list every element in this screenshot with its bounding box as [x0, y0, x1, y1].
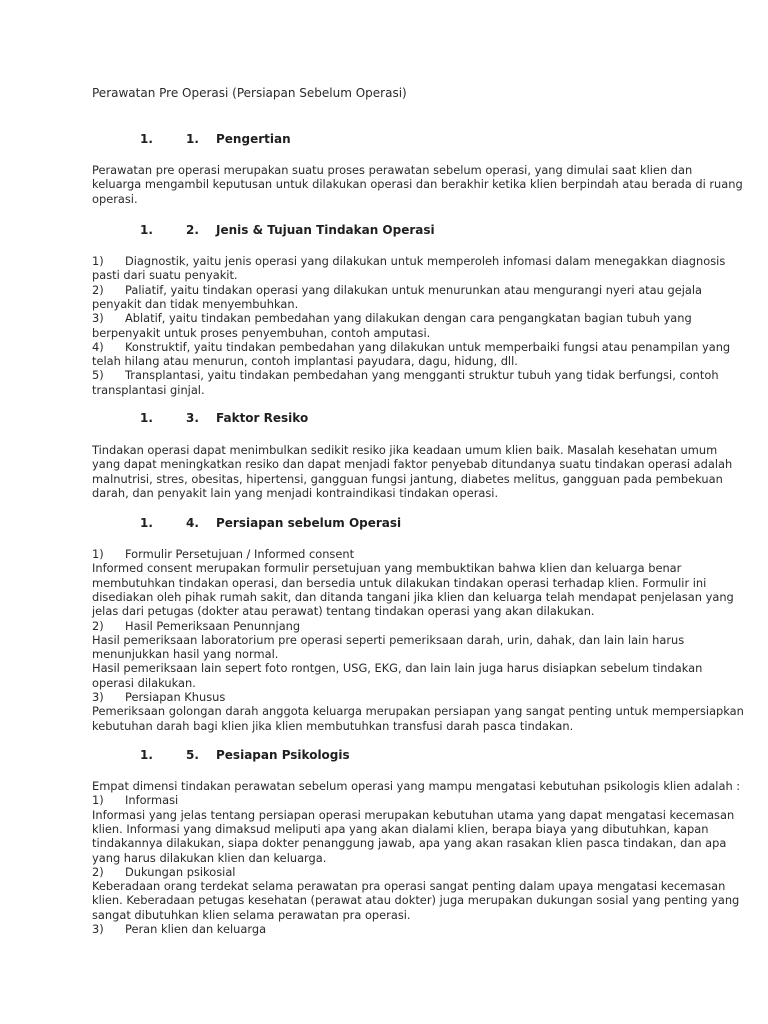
list-number: 4) [92, 339, 104, 354]
line-text: berpenyakit untuk proses penyembuhan, contoh amputasi. [92, 325, 431, 340]
line-text: Hasil Pemeriksaan Penunnjang [125, 618, 301, 633]
line-text: disediakan oleh pihak rumah sakit, dan ditanda tangani jika klien dan keluarga telah mendapat penjelasan yang [92, 589, 734, 604]
paragraph-line [92, 561, 681, 575]
heading-text: Jenis & Tujuan Tindakan Operasi [216, 223, 435, 237]
line-text: Empat dimensi tindakan perawatan sebelum operasi yang mampu mengatasi kebutuhan psikologis klien adalah : [92, 779, 741, 793]
paragraph-line [92, 368, 719, 382]
line-text: operasi. [92, 191, 138, 206]
line-text: darah, dan penyakit lain yang menjadi kontraindikasi tindakan operasi. [92, 485, 499, 500]
line-text: Persiapan Khusus [125, 690, 226, 704]
paragraph-line [92, 472, 723, 486]
paragraph-line [92, 354, 518, 368]
line-text: yang dapat meningkatkan resiko dan dapat menjadi faktor penyebab ditundanya suatu tindakan operasi adalah [92, 457, 733, 472]
line-text: yang harus dilakukan klien dan keluarga. [92, 850, 327, 865]
paragraph-line [92, 779, 740, 793]
paragraph-line [92, 851, 326, 865]
paragraph-line [92, 311, 692, 325]
section-heading [0, 131, 768, 147]
list-number: 5) [92, 368, 104, 383]
paragraph-line [92, 297, 298, 311]
heading-number-level1: 1. [140, 132, 153, 146]
paragraph-line [92, 893, 739, 907]
line-text: transplantasi ginjal. [92, 382, 205, 397]
line-text: klien. Keberadaan petugas kesehatan (perawat atau dokter) juga merupakan dukungan sosial yang penting yang [92, 893, 740, 908]
paragraph-line [92, 822, 708, 836]
line-text: Pemeriksaan golongan darah anggota keluarga merupakan persiapan yang sangat penting untuk mempersiapkan [92, 704, 744, 719]
line-text: menunjukkan hasil yang normal. [92, 647, 279, 662]
line-text: Perawatan pre operasi merupakan suatu proses perawatan sebelum operasi, yang dimulai saat klien dan [92, 163, 693, 177]
heading-number-level2: 4. [186, 516, 199, 530]
line-text: Peran klien dan keluarga [125, 922, 267, 936]
heading-number-level1: 1. [140, 411, 153, 425]
section-heading [0, 747, 768, 763]
line-text: Konstruktif, yaitu tindakan pembedahan yang dilakukan untuk memperbaiki fungsi atau penampilan yang [125, 339, 731, 354]
heading-number-level2: 2. [186, 223, 199, 237]
line-text: membutuhkan tindakan operasi, dan bersedia untuk dilakukan tindakan operasi terhadap klien. Formulir ini [92, 575, 707, 590]
line-text: operasi dilakukan. [92, 675, 196, 690]
heading-number-level1: 1. [140, 516, 153, 530]
paragraph-line [92, 922, 266, 936]
line-text: Dukungan psikosial [125, 864, 236, 879]
line-text: tindakannya dilakukan, siapa dokter penanggung jawab, apa yang akan rasakan klien pasca tindakan, dan apa [92, 836, 727, 851]
list-number: 2) [92, 864, 104, 879]
list-number: 3) [92, 922, 104, 936]
list-number: 2) [92, 282, 104, 297]
paragraph-line [92, 383, 205, 397]
line-text: malnutrisi, stres, obesitas, hipertensi, gangguan fungsi jantung, diabetes melitus, gangguan pada pembekuan [92, 471, 723, 486]
line-text: Tindakan operasi dapat menimbulkan sedikit resiko jika keadaan umum klien baik. Masalah kesehatan umum [92, 443, 718, 457]
paragraph-line [92, 177, 743, 191]
heading-number-level1: 1. [140, 223, 153, 237]
paragraph-line [92, 719, 573, 733]
paragraph-line [92, 879, 725, 893]
list-number: 1) [92, 547, 104, 561]
line-text: Keberadaan orang terdekat selama perawatan pra operasi sangat penting dalam upaya mengatasi kecemasan [92, 879, 726, 894]
paragraph-line [92, 836, 726, 850]
heading-text: Faktor Resiko [216, 411, 309, 425]
line-text: Ablatif, yaitu tindakan pembedahan yang dilakukan dengan cara pengangkatan bagian tubuh yang [125, 311, 692, 326]
line-text: Hasil pemeriksaan lain sepert foto rontgen, USG, EKG, dan lain lain juga harus disiapkan sebelum tindakan [92, 661, 703, 676]
paragraph-line [92, 690, 225, 704]
paragraph-line [92, 457, 732, 471]
line-text: Diagnostik, yaitu jenis operasi yang dilakukan untuk memperoleh infomasi dalam menegakkan diagnosis [125, 254, 726, 268]
line-text: pasti dari suatu penyakit. [92, 268, 238, 283]
heading-number-level1: 1. [140, 748, 153, 762]
line-text: jelas dari petugas (dokter atau perawat) tentang tindakan operasi yang akan dilakukan. [92, 604, 595, 619]
line-text: Informasi [125, 793, 179, 808]
paragraph-line [92, 268, 238, 282]
paragraph-line [92, 443, 717, 457]
section-heading [0, 410, 768, 426]
line-text: sangat dibutuhkan klien selama perawatan pra operasi. [92, 907, 411, 922]
paragraph-line [92, 908, 411, 922]
document-title: Perawatan Pre Operasi (Persiapan Sebelum Operasi) [92, 86, 407, 100]
paragraph-line [92, 590, 734, 604]
paragraph-line [92, 647, 278, 661]
line-text: kebutuhan darah bagi klien jika klien membutuhkan transfusi darah pasca tindakan. [92, 718, 574, 733]
line-text: Formulir Persetujuan / Informed consent [125, 547, 355, 561]
list-number: 1) [92, 793, 104, 808]
section-heading [0, 515, 768, 531]
paragraph-line [92, 865, 235, 879]
paragraph-line [92, 340, 730, 354]
line-text: Transplantasi, yaitu tindakan pembedahan yang mengganti struktur tubuh yang tidak berfungsi, contoh [125, 368, 719, 383]
line-text: klien. Informasi yang dimaksud meliputi apa yang akan dialami klien, berapa biaya yang dibutuhkan, kapan [92, 821, 709, 836]
list-number: 1) [92, 254, 104, 268]
paragraph-line [92, 283, 702, 297]
paragraph-line [92, 793, 178, 807]
heading-number-level2: 5. [186, 748, 199, 762]
line-text: Hasil pemeriksaan laboratorium pre operasi seperti pemeriksaan darah, urin, dahak, dan lain lain harus [92, 632, 685, 647]
line-text: Informed consent merupakan formulir persetujuan yang membuktikan bahwa klien dan keluarga benar [92, 561, 682, 576]
paragraph-line [92, 326, 430, 340]
paragraph-line [92, 254, 725, 268]
heading-number-level2: 1. [186, 132, 199, 146]
paragraph-line [92, 163, 692, 177]
paragraph-line [92, 576, 706, 590]
paragraph-line [92, 661, 702, 675]
paragraph-line [92, 486, 498, 500]
section-heading [0, 222, 768, 238]
paragraph-line [92, 604, 595, 618]
paragraph-line [92, 633, 684, 647]
line-text: Paliatif, yaitu tindakan operasi yang dilakukan untuk menurunkan atau mengurangi nyeri atau gejala [125, 282, 702, 297]
heading-text: Pengertian [216, 132, 291, 146]
paragraph-line [92, 619, 300, 633]
heading-text: Pesiapan Psikologis [216, 748, 350, 762]
list-number: 2) [92, 618, 104, 633]
paragraph-line [92, 808, 734, 822]
heading-number-level2: 3. [186, 411, 199, 425]
paragraph-line [92, 676, 196, 690]
line-text: telah hilang atau menurun, contoh implantasi payudara, dagu, hidung, dll. [92, 354, 518, 369]
paragraph-line [92, 192, 138, 206]
list-number: 3) [92, 690, 104, 704]
line-text: keluarga mengambil keputusan untuk dilakukan operasi dan berakhir ketika klien berpindah atau berada di ruang [92, 177, 743, 192]
line-text: penyakit dan tidak menyembuhkan. [92, 296, 299, 311]
heading-text: Persiapan sebelum Operasi [216, 516, 402, 530]
paragraph-line [92, 547, 354, 561]
paragraph-line [92, 704, 744, 718]
list-number: 3) [92, 311, 104, 326]
line-text: Informasi yang jelas tentang persiapan operasi merupakan kebutuhan utama yang dapat mengatasi kecemasan [92, 807, 735, 822]
